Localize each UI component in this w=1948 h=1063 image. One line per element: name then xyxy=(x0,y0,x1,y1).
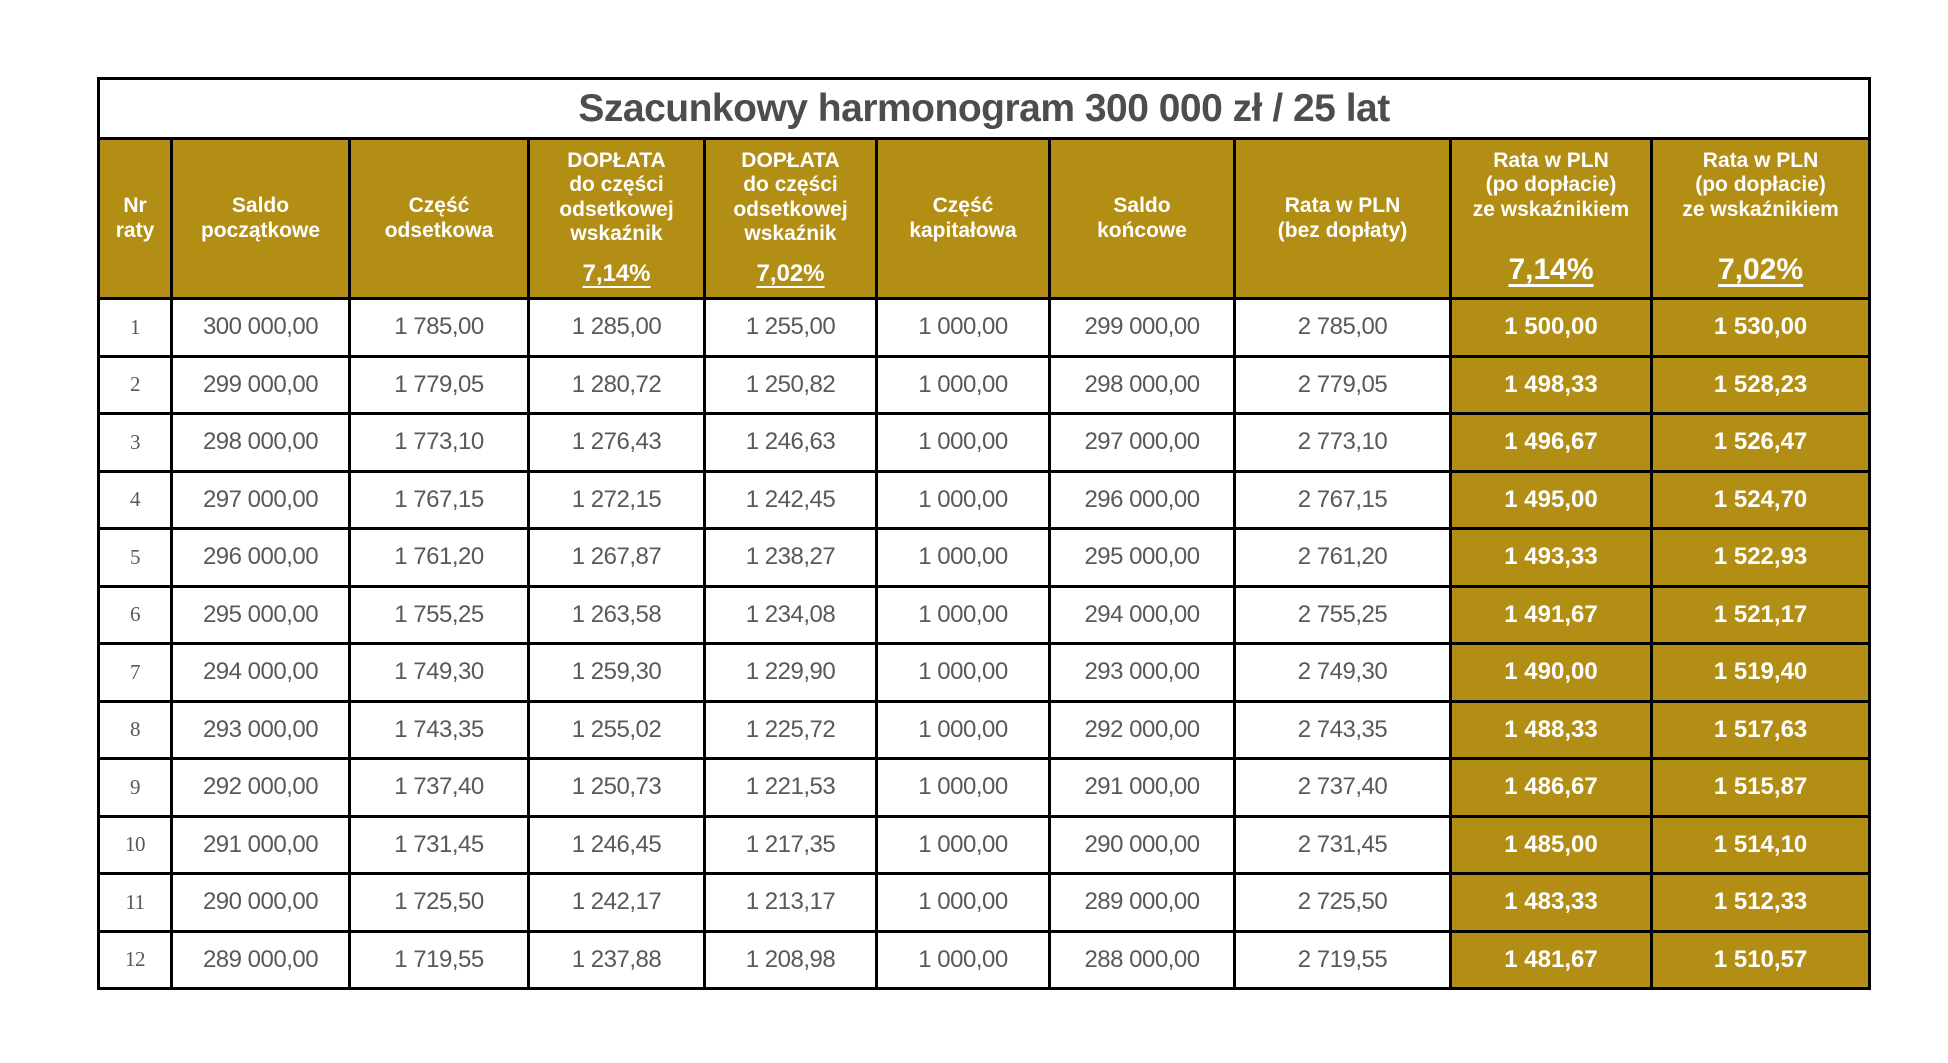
cell-rata-bez-doplaty: 2 731,45 xyxy=(1235,816,1451,874)
cell-rata-po-doplacie-702: 1 522,93 xyxy=(1652,529,1870,587)
cell-doplata-wskaznik-702: 1 221,53 xyxy=(705,759,877,817)
cell-doplata-wskaznik-714: 1 259,30 xyxy=(529,644,705,702)
cell-rata-bez-doplaty: 2 719,55 xyxy=(1235,931,1451,989)
cell-rata-po-doplacie-702: 1 512,33 xyxy=(1652,874,1870,932)
cell-saldo-koncowe: 291 000,00 xyxy=(1050,759,1235,817)
cell-nr-raty: 5 xyxy=(99,529,172,587)
cell-doplata-wskaznik-702: 1 213,17 xyxy=(705,874,877,932)
header-rate-value: 7,14% xyxy=(582,260,651,288)
column-header-label: Rata w PLN (po dopłacie) ze wskaźnikiem xyxy=(1472,149,1630,221)
cell-rata-po-doplacie-702: 1 519,40 xyxy=(1652,644,1870,702)
column-header-label: Saldo początkowe xyxy=(200,194,321,242)
cell-czesc-kapitalowa: 1 000,00 xyxy=(877,816,1050,874)
column-header-nr-raty xyxy=(99,139,172,299)
column-header-label: Saldo końcowe xyxy=(1097,194,1187,242)
column-header-doplata-wskaznik-702 xyxy=(705,139,877,299)
cell-rata-po-doplacie-714: 1 491,67 xyxy=(1451,586,1652,644)
cell-saldo-poczatkowe: 296 000,00 xyxy=(172,529,350,587)
cell-czesc-odsetkowa: 1 785,00 xyxy=(350,299,529,357)
cell-saldo-poczatkowe: 300 000,00 xyxy=(172,299,350,357)
cell-saldo-poczatkowe: 290 000,00 xyxy=(172,874,350,932)
cell-saldo-koncowe: 295 000,00 xyxy=(1050,529,1235,587)
cell-czesc-kapitalowa: 1 000,00 xyxy=(877,471,1050,529)
cell-czesc-odsetkowa: 1 737,40 xyxy=(350,759,529,817)
cell-saldo-poczatkowe: 293 000,00 xyxy=(172,701,350,759)
column-header-saldo-poczatkowe xyxy=(172,139,350,299)
cell-nr-raty: 6 xyxy=(99,586,172,644)
cell-rata-bez-doplaty: 2 737,40 xyxy=(1235,759,1451,817)
column-header-label: DOPŁATA do części odsetkowej wskaźnik xyxy=(559,149,674,246)
cell-doplata-wskaznik-714: 1 285,00 xyxy=(529,299,705,357)
cell-nr-raty: 2 xyxy=(99,356,172,414)
column-header-czesc-kapitalowa xyxy=(877,139,1050,299)
cell-doplata-wskaznik-702: 1 250,82 xyxy=(705,356,877,414)
column-header-label: Rata w PLN (po dopłacie) ze wskaźnikiem xyxy=(1682,149,1839,221)
cell-saldo-poczatkowe: 297 000,00 xyxy=(172,471,350,529)
title-row xyxy=(99,79,1870,139)
table-row xyxy=(99,759,1870,817)
cell-saldo-koncowe: 292 000,00 xyxy=(1050,701,1235,759)
cell-nr-raty: 3 xyxy=(99,414,172,472)
cell-czesc-odsetkowa: 1 761,20 xyxy=(350,529,529,587)
amortization-schedule-table xyxy=(97,77,1871,990)
cell-czesc-kapitalowa: 1 000,00 xyxy=(877,414,1050,472)
table-row xyxy=(99,816,1870,874)
cell-doplata-wskaznik-702: 1 242,45 xyxy=(705,471,877,529)
cell-doplata-wskaznik-702: 1 234,08 xyxy=(705,586,877,644)
cell-doplata-wskaznik-702: 1 208,98 xyxy=(705,931,877,989)
cell-rata-po-doplacie-702: 1 514,10 xyxy=(1652,816,1870,874)
cell-czesc-odsetkowa: 1 725,50 xyxy=(350,874,529,932)
cell-nr-raty: 1 xyxy=(99,299,172,357)
cell-rata-po-doplacie-714: 1 496,67 xyxy=(1451,414,1652,472)
column-header-czesc-odsetkowa xyxy=(350,139,529,299)
cell-saldo-poczatkowe: 299 000,00 xyxy=(172,356,350,414)
cell-nr-raty: 4 xyxy=(99,471,172,529)
header-rate-value: 7,02% xyxy=(756,260,825,288)
cell-saldo-koncowe: 293 000,00 xyxy=(1050,644,1235,702)
cell-doplata-wskaznik-702: 1 217,35 xyxy=(705,816,877,874)
cell-rata-bez-doplaty: 2 773,10 xyxy=(1235,414,1451,472)
header-rate-value: 7,14% xyxy=(1508,253,1594,287)
column-header-label: Część odsetkowa xyxy=(384,194,494,242)
cell-doplata-wskaznik-714: 1 263,58 xyxy=(529,586,705,644)
column-header-doplata-wskaznik-714 xyxy=(529,139,705,299)
cell-saldo-koncowe: 294 000,00 xyxy=(1050,586,1235,644)
cell-saldo-koncowe: 288 000,00 xyxy=(1050,931,1235,989)
cell-saldo-poczatkowe: 298 000,00 xyxy=(172,414,350,472)
cell-saldo-koncowe: 290 000,00 xyxy=(1050,816,1235,874)
column-header-label: Nr raty xyxy=(115,194,155,242)
cell-doplata-wskaznik-714: 1 272,15 xyxy=(529,471,705,529)
cell-rata-po-doplacie-714: 1 500,00 xyxy=(1451,299,1652,357)
cell-doplata-wskaznik-714: 1 267,87 xyxy=(529,529,705,587)
table-row xyxy=(99,414,1870,472)
cell-doplata-wskaznik-714: 1 246,45 xyxy=(529,816,705,874)
table-row xyxy=(99,874,1870,932)
cell-rata-po-doplacie-702: 1 521,17 xyxy=(1652,586,1870,644)
column-header-rata-po-doplacie-714 xyxy=(1451,139,1652,299)
cell-saldo-poczatkowe: 289 000,00 xyxy=(172,931,350,989)
cell-rata-po-doplacie-702: 1 526,47 xyxy=(1652,414,1870,472)
cell-czesc-odsetkowa: 1 755,25 xyxy=(350,586,529,644)
cell-nr-raty: 9 xyxy=(99,759,172,817)
cell-saldo-poczatkowe: 291 000,00 xyxy=(172,816,350,874)
cell-rata-po-doplacie-702: 1 510,57 xyxy=(1652,931,1870,989)
cell-czesc-odsetkowa: 1 731,45 xyxy=(350,816,529,874)
table-title: Szacunkowy harmonogram 300 000 zł / 25 lat xyxy=(99,79,1870,139)
cell-rata-po-doplacie-702: 1 517,63 xyxy=(1652,701,1870,759)
cell-czesc-kapitalowa: 1 000,00 xyxy=(877,931,1050,989)
cell-doplata-wskaznik-714: 1 276,43 xyxy=(529,414,705,472)
cell-czesc-kapitalowa: 1 000,00 xyxy=(877,759,1050,817)
cell-czesc-odsetkowa: 1 773,10 xyxy=(350,414,529,472)
cell-rata-bez-doplaty: 2 749,30 xyxy=(1235,644,1451,702)
cell-rata-po-doplacie-714: 1 486,67 xyxy=(1451,759,1652,817)
cell-czesc-kapitalowa: 1 000,00 xyxy=(877,701,1050,759)
cell-rata-bez-doplaty: 2 785,00 xyxy=(1235,299,1451,357)
cell-rata-po-doplacie-714: 1 490,00 xyxy=(1451,644,1652,702)
cell-czesc-kapitalowa: 1 000,00 xyxy=(877,586,1050,644)
cell-doplata-wskaznik-714: 1 242,17 xyxy=(529,874,705,932)
cell-rata-bez-doplaty: 2 767,15 xyxy=(1235,471,1451,529)
cell-rata-po-doplacie-714: 1 495,00 xyxy=(1451,471,1652,529)
cell-doplata-wskaznik-702: 1 255,00 xyxy=(705,299,877,357)
cell-rata-po-doplacie-702: 1 524,70 xyxy=(1652,471,1870,529)
cell-doplata-wskaznik-702: 1 229,90 xyxy=(705,644,877,702)
cell-czesc-odsetkowa: 1 767,15 xyxy=(350,471,529,529)
cell-saldo-koncowe: 289 000,00 xyxy=(1050,874,1235,932)
cell-saldo-poczatkowe: 295 000,00 xyxy=(172,586,350,644)
cell-rata-po-doplacie-702: 1 515,87 xyxy=(1652,759,1870,817)
cell-rata-po-doplacie-714: 1 498,33 xyxy=(1451,356,1652,414)
cell-nr-raty: 12 xyxy=(99,931,172,989)
table-row xyxy=(99,701,1870,759)
column-header-saldo-koncowe xyxy=(1050,139,1235,299)
cell-czesc-kapitalowa: 1 000,00 xyxy=(877,644,1050,702)
cell-rata-bez-doplaty: 2 761,20 xyxy=(1235,529,1451,587)
cell-czesc-kapitalowa: 1 000,00 xyxy=(877,874,1050,932)
cell-czesc-kapitalowa: 1 000,00 xyxy=(877,299,1050,357)
column-header-label: Część kapitałowa xyxy=(909,194,1017,242)
cell-nr-raty: 7 xyxy=(99,644,172,702)
cell-rata-po-doplacie-714: 1 488,33 xyxy=(1451,701,1652,759)
cell-czesc-kapitalowa: 1 000,00 xyxy=(877,529,1050,587)
column-header-label: DOPŁATA do części odsetkowej wskaźnik xyxy=(733,149,848,246)
table-row xyxy=(99,299,1870,357)
cell-saldo-koncowe: 299 000,00 xyxy=(1050,299,1235,357)
cell-rata-po-doplacie-702: 1 530,00 xyxy=(1652,299,1870,357)
column-header-rata-po-doplacie-702 xyxy=(1652,139,1870,299)
cell-saldo-koncowe: 296 000,00 xyxy=(1050,471,1235,529)
cell-rata-bez-doplaty: 2 725,50 xyxy=(1235,874,1451,932)
table-row xyxy=(99,471,1870,529)
cell-rata-po-doplacie-714: 1 485,00 xyxy=(1451,816,1652,874)
cell-rata-bez-doplaty: 2 743,35 xyxy=(1235,701,1451,759)
cell-czesc-odsetkowa: 1 743,35 xyxy=(350,701,529,759)
cell-rata-po-doplacie-702: 1 528,23 xyxy=(1652,356,1870,414)
cell-czesc-odsetkowa: 1 749,30 xyxy=(350,644,529,702)
cell-doplata-wskaznik-702: 1 225,72 xyxy=(705,701,877,759)
cell-nr-raty: 8 xyxy=(99,701,172,759)
table-row xyxy=(99,931,1870,989)
cell-saldo-poczatkowe: 294 000,00 xyxy=(172,644,350,702)
column-header-label: Rata w PLN (bez dopłaty) xyxy=(1277,194,1408,242)
table-row xyxy=(99,644,1870,702)
cell-saldo-poczatkowe: 292 000,00 xyxy=(172,759,350,817)
table-row xyxy=(99,586,1870,644)
cell-rata-bez-doplaty: 2 779,05 xyxy=(1235,356,1451,414)
cell-nr-raty: 11 xyxy=(99,874,172,932)
header-row xyxy=(99,139,1870,299)
cell-rata-bez-doplaty: 2 755,25 xyxy=(1235,586,1451,644)
header-rate-value: 7,02% xyxy=(1718,253,1804,287)
cell-rata-po-doplacie-714: 1 481,67 xyxy=(1451,931,1652,989)
cell-doplata-wskaznik-714: 1 280,72 xyxy=(529,356,705,414)
cell-nr-raty: 10 xyxy=(99,816,172,874)
cell-saldo-koncowe: 297 000,00 xyxy=(1050,414,1235,472)
cell-czesc-odsetkowa: 1 719,55 xyxy=(350,931,529,989)
cell-doplata-wskaznik-714: 1 255,02 xyxy=(529,701,705,759)
cell-czesc-odsetkowa: 1 779,05 xyxy=(350,356,529,414)
column-header-rata-bez-doplaty xyxy=(1235,139,1451,299)
table-body xyxy=(99,299,1870,989)
cell-doplata-wskaznik-702: 1 246,63 xyxy=(705,414,877,472)
cell-doplata-wskaznik-714: 1 237,88 xyxy=(529,931,705,989)
cell-saldo-koncowe: 298 000,00 xyxy=(1050,356,1235,414)
cell-doplata-wskaznik-714: 1 250,73 xyxy=(529,759,705,817)
cell-rata-po-doplacie-714: 1 493,33 xyxy=(1451,529,1652,587)
cell-rata-po-doplacie-714: 1 483,33 xyxy=(1451,874,1652,932)
cell-czesc-kapitalowa: 1 000,00 xyxy=(877,356,1050,414)
cell-doplata-wskaznik-702: 1 238,27 xyxy=(705,529,877,587)
table-row xyxy=(99,356,1870,414)
table-row xyxy=(99,529,1870,587)
